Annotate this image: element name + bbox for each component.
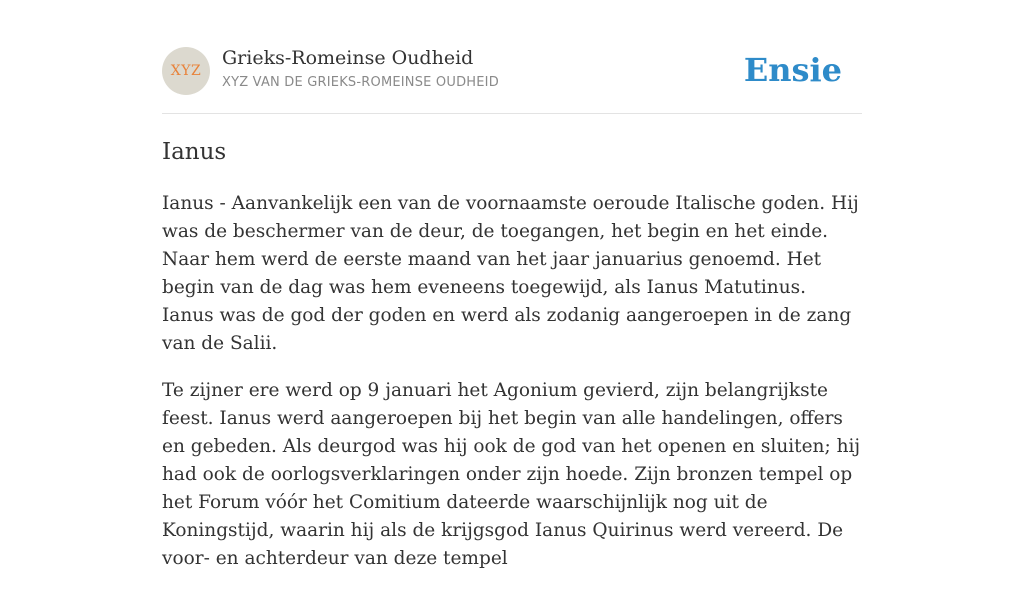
article-title: Ianus (162, 139, 227, 165)
article-paragraph: Ianus - Aanvankelijk een van de voornaamste oeroude Italische goden. Hij was de beschermer van de deur, de toegangen, het begin en het einde. Naar hem werd de eerste maand van het jaar januarius genoemd. Het begin van de dag was hem eveneens toegewijd, als Ianus Matutinus. Ianus was de god der goden en werd als zodanig aangeroepen in de zang van de Salii. (162, 193, 859, 354)
avatar-text: XYZ (170, 63, 202, 79)
source-title[interactable]: Grieks-Romeinse Oudheid (222, 47, 474, 69)
avatar[interactable] (162, 47, 210, 95)
source-header (162, 46, 862, 96)
header-divider (162, 113, 862, 114)
brand-logo[interactable]: Ensie (743, 51, 842, 89)
source-subtitle[interactable]: XYZ VAN DE GRIEKS-ROMEINSE OUDHEID (222, 75, 499, 90)
article (162, 134, 862, 592)
article-paragraph: Te zijner ere werd op 9 januari het Agonium gevierd, zijn belangrijkste feest. Ianus werd aangeroepen bij het begin van alle handelingen, offers en gebeden. Als deurgod was hij ook de god van het openen en sluiten; hij had ook de oorlogsverklaringen onder zijn hoede. Zijn bronzen tempel op het Forum vóór het Comitium dateerde waarschijnlijk nog uit de Koningstijd, waarin hij als de krijgsgod Ianus Quirinus werd vereerd. De voor- en achterdeur van deze tempel (162, 380, 861, 569)
source-title-block (222, 46, 499, 91)
